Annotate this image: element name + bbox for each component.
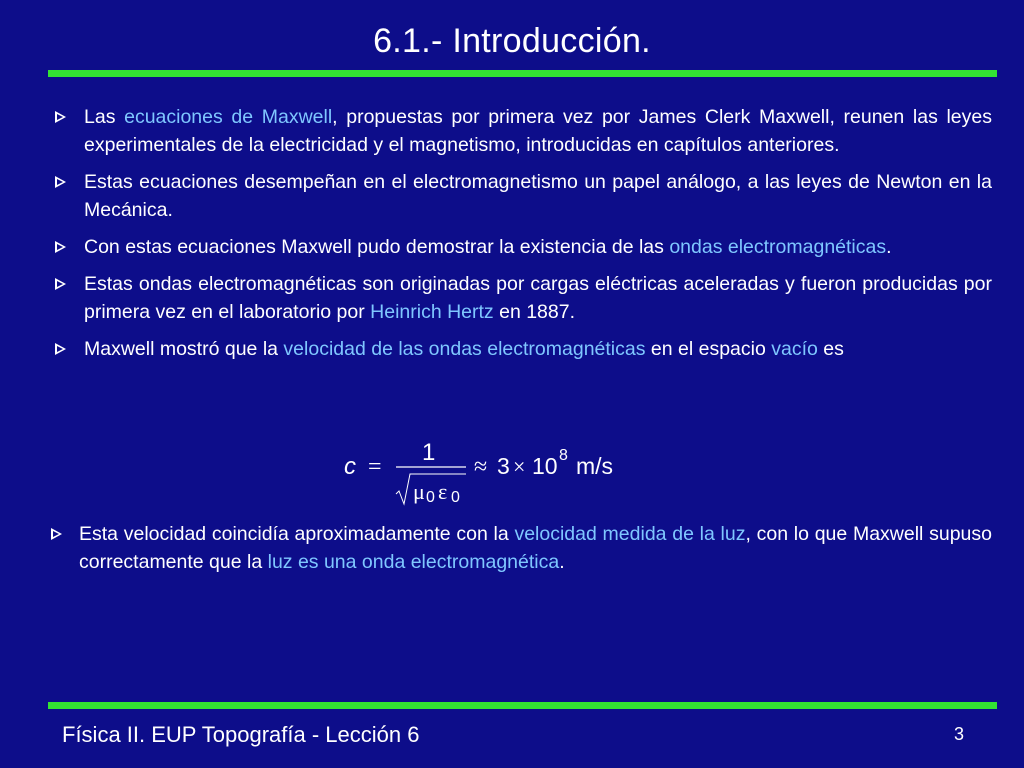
highlighted-term: ecuaciones de Maxwell — [124, 106, 333, 128]
bullet-text: en el espacio — [645, 338, 772, 360]
bullet-item — [52, 270, 992, 326]
bullet-item — [52, 168, 992, 224]
highlighted-term: Heinrich Hertz — [370, 301, 494, 323]
highlighted-term: ondas electromagnéticas — [669, 236, 887, 258]
bullet-text: Esta velocidad coincidía aproximadamente con la — [79, 523, 515, 545]
equation-epsilon: ε — [438, 479, 448, 504]
page-number: 3 — [953, 724, 964, 744]
equation-lhs: c — [344, 453, 356, 480]
bullet-item — [52, 103, 992, 159]
footer-course-label: Física II. EUP Topografía - Lección 6 — [62, 722, 420, 747]
equation-times: × — [513, 454, 526, 479]
footer-rule — [48, 702, 997, 709]
equation-base: 10 — [532, 453, 558, 479]
title-underline — [48, 70, 997, 77]
bullet-text: Con estas ecuaciones Maxwell pudo demostrar la existencia de las — [84, 236, 670, 258]
bullet-list-2 — [48, 520, 992, 576]
bullet-text: , con lo que Maxwell supuso correctamente que la — [79, 523, 992, 573]
equation-equals: = — [368, 454, 382, 480]
bullet-text: Estas ondas electromagnéticas son originadas por cargas eléctricas aceleradas y fueron producidas por primera vez en el laboratorio por — [84, 273, 992, 323]
bullet-arrow-icon — [55, 278, 68, 291]
equation-coefficient: 3 — [497, 453, 510, 479]
equation-approx: ≈ — [474, 454, 488, 480]
bullet-text: en 1887. — [493, 301, 576, 323]
bullet-arrow-icon — [55, 241, 68, 254]
equation-numerator: 1 — [422, 439, 436, 466]
slide-title: 6.1.- Introducción. — [373, 22, 651, 60]
bullet2-item — [48, 520, 992, 576]
equation-epsilon-subscript: 0 — [451, 489, 460, 506]
bullet-arrow-icon — [55, 176, 68, 189]
bullet-text: Las — [84, 106, 125, 128]
bullet-arrow-icon — [55, 111, 68, 124]
equation-unit: m/s — [576, 453, 614, 479]
bullet-text: Maxwell mostró que la — [84, 338, 284, 360]
highlighted-term: luz es una onda electromagnética — [267, 551, 560, 573]
bullet-text: Estas ecuaciones desempeñan en el electromagnetismo un papel análogo, a las leyes de Newton en la Mecánica. — [84, 171, 992, 221]
bullet-arrow-icon — [51, 528, 64, 541]
bullet-item — [52, 335, 992, 363]
bullet-arrow-icon — [55, 343, 68, 356]
highlighted-term: velocidad de las ondas electromagnéticas — [283, 338, 646, 360]
bullet-text: . — [886, 236, 892, 258]
bullet-text: es — [817, 338, 844, 360]
bullet-item — [52, 233, 992, 261]
bullet-list — [52, 103, 992, 372]
highlighted-term: vacío — [771, 338, 818, 360]
bullet-text: , propuestas por primera vez por James Clerk Maxwell, reunen las leyes experimentales de la electricidad y el magnetismo, introducidas en capítulos anteriores. — [84, 106, 992, 156]
equation-mu: μ — [413, 479, 425, 504]
bullet-text: . — [559, 551, 565, 573]
equation-mu-subscript: 0 — [426, 489, 435, 506]
highlighted-term: velocidad medida de la luz — [514, 523, 746, 545]
speed-of-light-equation — [340, 436, 640, 510]
equation-exponent: 8 — [559, 447, 568, 464]
